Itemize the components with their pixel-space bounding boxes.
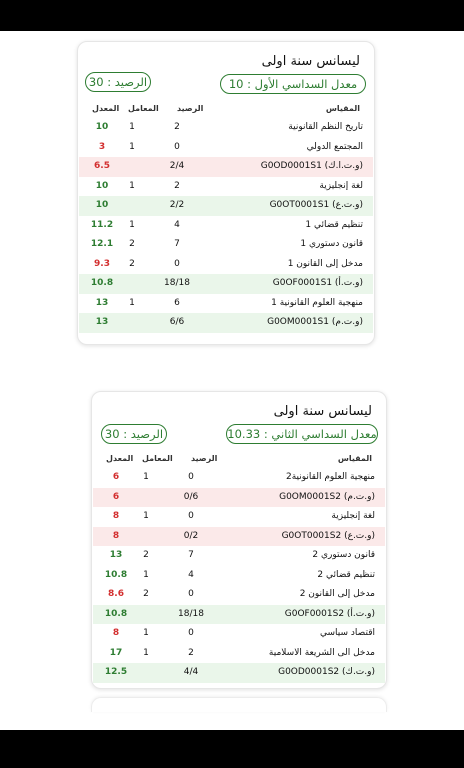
cell-moyenne: 8: [112, 530, 120, 541]
table-row: [79, 235, 373, 255]
header-coef: المعامل: [128, 104, 159, 113]
cell-moyenne: 12.1: [90, 239, 114, 249]
cell-moyenne: 10.8: [104, 569, 128, 580]
cell-coef: 1: [143, 511, 149, 521]
cell-coef: 1: [143, 628, 149, 638]
table-row: [79, 274, 373, 294]
cell-credit: 2/2: [169, 200, 185, 210]
table-row: [79, 196, 373, 216]
cell-credit: 0: [188, 628, 194, 638]
header-moyenne: المعدل: [106, 454, 134, 463]
grades-table: [79, 118, 373, 333]
cell-moyenne: 13: [95, 297, 109, 308]
table-header: [92, 452, 386, 468]
table-row: [93, 507, 385, 527]
table-row: [93, 585, 385, 605]
cell-moyenne: 10: [95, 180, 109, 191]
cell-coef: 2: [143, 589, 149, 599]
header-credit: الرصيد: [177, 104, 204, 113]
header-matiere: المقياس: [325, 104, 360, 113]
cell-moyenne: 8.6: [108, 589, 124, 599]
cell-subject: (و.ت.ع) G0OT0001S2: [281, 530, 375, 541]
cell-moyenne: 10: [95, 200, 109, 210]
cell-coef: 1: [129, 219, 135, 230]
next-card-edge: [91, 697, 387, 712]
table-row: [93, 488, 385, 508]
cell-moyenne: 10.8: [104, 608, 128, 619]
table-row: [79, 177, 373, 197]
cell-coef: 1: [129, 122, 135, 132]
cell-credit: 4/4: [183, 667, 199, 677]
cell-coef: 1: [129, 297, 135, 308]
cell-subject: (و.ت.أ) G0OF0001S1: [272, 278, 363, 288]
card-title: ليسانس سنة اولى: [261, 54, 360, 69]
header-credit: الرصيد: [191, 454, 218, 463]
status-bar: [0, 0, 464, 31]
table-row: [93, 566, 385, 586]
header-matiere: المقياس: [337, 454, 372, 463]
cell-moyenne: 12.5: [104, 667, 128, 677]
cell-moyenne: 13: [109, 550, 123, 560]
cell-credit: 2: [174, 180, 180, 191]
cell-moyenne: 6: [112, 491, 120, 502]
cell-subject: (و.ت.م) G0OM0001S1: [267, 317, 363, 327]
cell-credit: 0: [174, 141, 180, 152]
cell-subject: قانون دستوري 2: [312, 550, 375, 560]
table-row: [93, 624, 385, 644]
cell-moyenne: 8: [112, 628, 120, 638]
cell-subject: (و.ت.م) G0OM0001S2: [279, 491, 375, 502]
cell-moyenne: 8: [112, 511, 120, 521]
table-row: [79, 138, 373, 158]
table-row: [79, 313, 373, 333]
cell-coef: 1: [129, 180, 135, 191]
cell-coef: 2: [129, 239, 135, 249]
table-row: [79, 118, 373, 138]
cell-subject: مدخل الى الشريعة الاسلامية: [268, 647, 375, 658]
cell-credit: 0: [188, 472, 194, 482]
balance-badge: الرصيد : 30: [101, 424, 167, 444]
cell-moyenne: 6.5: [94, 161, 110, 171]
cell-subject: لغة إنجليزية: [319, 180, 363, 191]
semester-card-2: [91, 391, 387, 689]
semester-average-badge: معدل السداسي الثاني : 10.33: [226, 424, 378, 444]
table-row: [79, 216, 373, 236]
cell-subject: مدخل إلى القانون 1: [287, 258, 363, 269]
cell-moyenne: 10: [95, 122, 109, 132]
grades-table: [93, 468, 385, 683]
cell-coef: 1: [143, 647, 149, 658]
header-coef: المعامل: [142, 454, 173, 463]
cell-credit: 4: [188, 569, 194, 580]
cell-moyenne: 11.2: [90, 219, 114, 230]
cell-credit: 18/18: [178, 608, 204, 619]
table-row: [79, 294, 373, 314]
cell-moyenne: 9.3: [94, 258, 110, 269]
cell-subject: (و.ت.ك) G0OD0001S2: [278, 667, 375, 677]
cell-credit: 0/2: [183, 530, 199, 541]
cell-subject: منهجية العلوم القانونية 1: [271, 297, 363, 308]
cell-moyenne: 3: [98, 141, 106, 152]
cell-coef: 2: [129, 258, 135, 269]
cell-subject: تنظيم قضائي 1: [305, 219, 363, 230]
cell-subject: اقتصاد سياسي: [320, 628, 375, 638]
cell-credit: 4: [174, 219, 180, 230]
cell-coef: 2: [143, 550, 149, 560]
semester-card-1: [77, 41, 375, 345]
cell-credit: 6/6: [169, 317, 185, 327]
table-row: [79, 157, 373, 177]
cell-subject: تاريخ النظم القانونية: [288, 122, 363, 132]
cell-subject: لغة إنجليزية: [331, 511, 375, 521]
table-row: [93, 546, 385, 566]
cell-credit: 2: [188, 647, 194, 658]
table-row: [93, 527, 385, 547]
cell-credit: 18/18: [164, 278, 190, 288]
cell-credit: 0: [188, 511, 194, 521]
table-header: [78, 102, 374, 118]
cell-subject: (و.ت.ع) G0OT0001S1: [269, 200, 363, 210]
cell-subject: (و.ت.أ) G0OF0001S2: [284, 608, 375, 619]
cell-credit: 0/6: [183, 491, 199, 502]
cell-credit: 7: [188, 550, 194, 560]
table-row: [79, 255, 373, 275]
cell-coef: 1: [129, 141, 135, 152]
navigation-bar: [0, 730, 464, 768]
cell-subject: مدخل إلى القانون 2: [299, 589, 375, 599]
cell-subject: منهجية العلوم القانونية2: [285, 472, 375, 482]
cell-credit: 0: [174, 258, 180, 269]
header-moyenne: المعدل: [92, 104, 120, 113]
cell-credit: 2: [174, 122, 180, 132]
cell-credit: 0: [188, 589, 194, 599]
cell-moyenne: 13: [95, 317, 109, 327]
cell-coef: 1: [143, 472, 149, 482]
cell-subject: (و.ت.ا.ك) G0OD0001S1: [260, 161, 363, 171]
cell-credit: 7: [174, 239, 180, 249]
cell-credit: 6: [174, 297, 180, 308]
table-row: [93, 605, 385, 625]
semester-average-badge: معدل السداسي الأول : 10: [220, 74, 366, 94]
cell-subject: قانون دستوري 1: [300, 239, 363, 249]
cell-moyenne: 10.8: [90, 278, 114, 288]
table-row: [93, 663, 385, 683]
cell-moyenne: 6: [112, 472, 120, 482]
card-title: ليسانس سنة اولى: [273, 404, 372, 419]
cell-moyenne: 17: [109, 647, 123, 658]
cell-coef: 1: [143, 569, 149, 580]
table-row: [93, 468, 385, 488]
table-row: [93, 644, 385, 664]
cell-subject: المجتمع الدولي: [306, 141, 363, 152]
balance-badge: الرصيد : 30: [85, 72, 151, 92]
cell-subject: تنظيم قضائي 2: [317, 569, 375, 580]
cell-credit: 2/4: [169, 161, 185, 171]
